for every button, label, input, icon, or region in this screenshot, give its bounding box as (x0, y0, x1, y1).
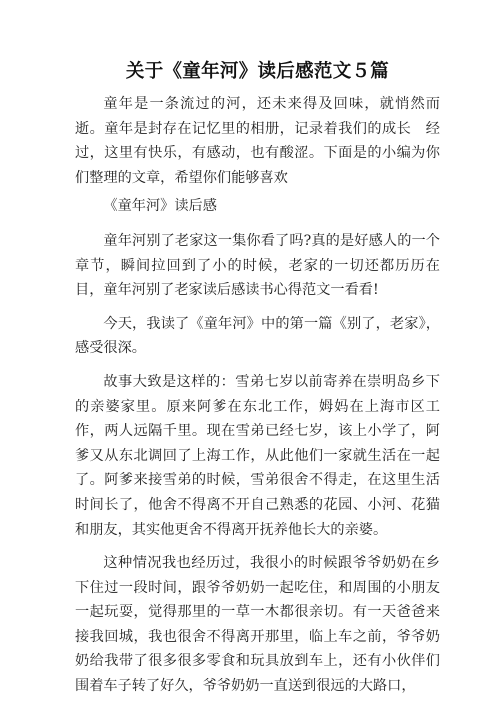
body-paragraph-1: 童年河别了老家这一集你看了吗?真的是好感人的一个章节，瞬间拉回到了小的时候，老家的一切还都历历在目，童年河别了老家读后感读书心得范文一看看! (75, 232, 440, 299)
document-title: 关于《童年河》读后感范文５篇 (125, 61, 390, 82)
body-paragraph-3: 故事大致是这样的：雪弟七岁以前寄养在崇明岛乡下的亲婆家里。原来阿爹在东北工作，姆妈在上海市区工作，两人远隔千里。现在雪弟已经七岁，该上小学了，阿爹又从东北调回了上海工作，从此他们一家就生活在一起了。阿爹来接雪弟的时候，雪弟很舍不得走，在这里生活时间长了，他舍不得离不开自己熟悉的花园、小河、花猫和朋友，其实他更舍不得离开抚养他长大的亲婆。 (75, 373, 440, 538)
intro-paragraph: 童年是一条流过的河，还未来得及回味，就悄然而逝。童年是封存在记忆里的相册，记录着我们的成长 经过，这里有快乐，有感动，也有酸涩。下面是的小编为你们整理的文章，希望你们能够喜欢 (75, 96, 440, 186)
body-paragraph-2: 今天，我读了《童年河》中的第一篇《别了，老家》，感受很深。 (75, 315, 440, 357)
section-heading: 《童年河》读后感 (103, 198, 217, 215)
body-paragraph-4: 这种情况我也经历过，我很小的时候跟爷爷奶奶在乡下住过一段时间，跟爷爷奶奶一起吃住，和周围的小朋友一起玩耍，觉得那里的一草一木都很亲切。有一天爸爸来接我回城，我也很舍不得离开那里，临上车之前，爷爷奶奶给我带了很多很多零食和玩具放到车上，还有小伙伴们围着车子转了好久，爷爷奶奶一直送到很远的大路口， (75, 555, 440, 695)
